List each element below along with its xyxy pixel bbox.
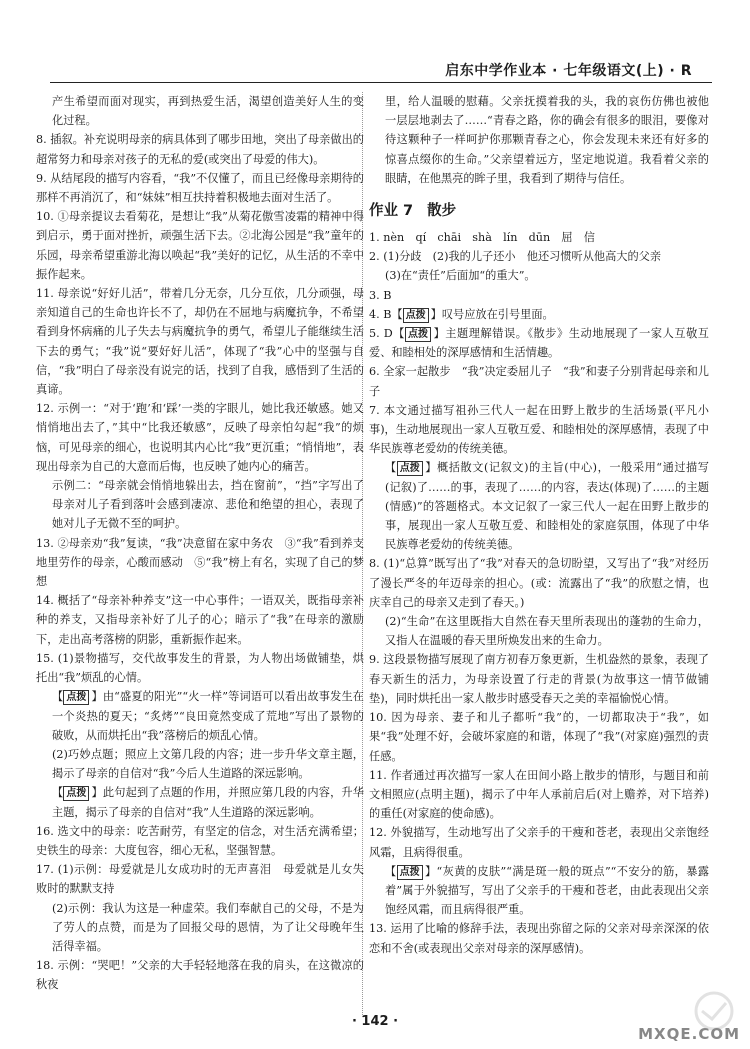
answer-paragraph: 【 点拨 】此句起到了点题的作用，并照应第几段的内容，升华主题，揭示了母亲的自信对“我”人生道路的深远影响。 xyxy=(52,786,364,819)
hint-tag: 点拨 xyxy=(403,308,429,323)
section-heading xyxy=(369,200,709,222)
answer-paragraph: 14. 概括了“母亲补种养支”这一中心事件；一语双关，既指母亲补种的养支，又指母亲补好了儿子的心；暗示了“我”在母亲的激励下，走出高考落榜的阴影，重新振作起来。 xyxy=(36,594,364,646)
answer-paragraph: 9. 这段景物描写展现了南方初春万象更新，生机盎然的景象，表现了春天新生的活力，为母亲设置了行走的背景(为故事这一情节做铺垫)，同时烘托出一家人散步时感受春天之美的幸福愉悦心情。 xyxy=(369,653,709,705)
answer-paragraph: 2. (1)分歧 (2)我的儿子还小 他还习惯听从他高大的父亲 xyxy=(369,250,662,264)
answer-paragraph: (2)巧妙点题；照应上文第几段的内容；进一步升华文章主题，揭示了母亲的自信对“我”今后人生道路的深远影响。 xyxy=(52,747,364,781)
answer-paragraph: 4. B【 点拨 】叹号应放在引号里面。 xyxy=(369,307,554,321)
answer-paragraph: 示例二：“母亲就会悄悄地躲出去，挡在窗前”，“挡”字写出了母亲对儿子看到落叶会感到凄凉、悲伧和绝望的担心，表现了她对儿子无微不至的呵护。 xyxy=(52,479,364,531)
hint-tag: 点拨 xyxy=(405,327,431,342)
hint-tag: 点拨 xyxy=(63,786,89,801)
answer-paragraph: 13. ②母亲劝“我”复读，“我”决意留在家中务农 ③“我”看到养支地里劳作的母亲，心酸而感动 ⑤“我”榜上有名，实现了自己的梦想 xyxy=(36,536,364,589)
answer-paragraph: 3. B xyxy=(369,288,392,302)
header-title: 启东中学作业本 · 七年级语文(上) · R xyxy=(445,63,692,79)
answer-paragraph: 12. 示例一：“对于‘跑’和‘踩’一类的字眼儿，她比我还敏感。她又悄悄地出去了，”其中“比我还敏感”，反映了母亲怕勾起“我”的烦恼，可见母亲的细心，也说明其内心比“我”更沉重；“悄悄地”，表现出母亲为自己的大意而后悔，也反映了她内心的痛苦。 xyxy=(36,402,364,473)
running-header xyxy=(50,60,712,83)
answer-paragraph: 产生希望而面对现实，再到热爱生活，渴望创造美好人生的变化过程。 xyxy=(52,95,364,128)
watermark-text: MXQE.COM xyxy=(638,1025,740,1043)
answer-paragraph: 9. 从结尾段的描写内容看，“我”不仅懂了，而且已经像母亲期待的那样不再消沉了，和“妹妹”相互扶持着积极地去面对生活了。 xyxy=(36,171,364,205)
page-number: · 142 · xyxy=(351,1014,399,1029)
answer-paragraph: 7. 本文通过描写祖孙三代人一起在田野上散步的生活场景(平凡小事)，生动地展现出一家人互敬互爱、和睦相处的深厚感情，表现了中华民族尊老爱幼的传统美德。 xyxy=(369,403,709,456)
answer-paragraph: 1. nèn qí chāi shà lín dūn 屈 信 xyxy=(369,231,595,245)
answer-paragraph: (2)“生命”在这里既指大自然在春天里所表现出的蓬勃的生命力，又指人在温暖的春天里所焕发出来的生命力。 xyxy=(385,615,709,648)
hint-tag: 点拨 xyxy=(63,690,89,705)
answer-paragraph: 11. 母亲说“好好儿活”，带着几分无奈，几分互依，几分顽强，母亲知道自己的生命也许长不了，却仍在不屈地与病魔抗争，不希望看到身怀病痛的儿子失去与病魔抗争的勇气，希望儿子能继续生活下去的勇气；“我”说“要好好儿活”，体现了“我”心中的坚强与自信，“我”明白了母亲没有说完的话，找到了自我，感悟到了生活的真谛。 xyxy=(36,287,364,397)
hint-tag: 点拨 xyxy=(397,461,423,476)
section-label: 作业 7 xyxy=(369,203,414,220)
hint-tag: 点拨 xyxy=(397,865,423,880)
section-title: 散步 xyxy=(427,203,457,220)
answer-paragraph: 10. ①母亲提议去看菊花，是想让“我”从菊花傲雪凌霜的精神中得到启示，勇于面对挫折，顽强生活下去。②北海公园是“我”童年的乐园，母亲希望重游北海以唤起“我”美好的记忆，从生活的不幸中振作起来。 xyxy=(36,210,364,281)
answer-paragraph: 17. (1)示例：母爱就是儿女成功时的无声喜泪 母爱就是儿女失败时的默默支持 xyxy=(36,863,364,896)
answer-paragraph: 10. 因为母亲、妻子和儿子都听“我”的，一切都取决于“我”，如果“我”处理不好，会破坏家庭的和谐，体现了“我”(对家庭)强烈的责任感。 xyxy=(369,711,709,763)
answer-paragraph: 18. 示例：“哭吧！”父亲的大手轻轻地落在我的肩头，在这微凉的秋夜 xyxy=(36,959,364,992)
answer-paragraph: 【 点拨 】概括散文(记叙文)的主旨(中心)，一般采用“通过描写(记叙)了……的事，表现了……的内容，表达(体现)了……的主题(情感)”的答题格式。本文记叙了一家三代人一起在田野上散步的事，展现出一家人互敬互爱、和睦相处的家庭氛围，体现了中华民族尊老爱幼的传统美德。 xyxy=(385,461,709,552)
answer-paragraph: (3)在“责任”后面加“的重大”。 xyxy=(385,269,536,283)
answer-paragraph: 8. 插叙。补充说明母亲的病具体到了哪步田地，突出了母亲做出的超常努力和母亲对孩子的无私的爱(或突出了母爱的伟大)。 xyxy=(36,133,364,166)
answer-paragraph: 【 点拨 】“灰黄的皮肤”“满是斑一般的斑点”“不安分的筋，暴露着”属于外貌描写，写出了父亲手的干瘦和苍老，由此表现出父亲饱经风霜，而且病得很严重。 xyxy=(385,864,709,917)
answer-paragraph: 【 点拨 】由“盛夏的阳光”“火一样”等词语可以看出故事发生在一个炎热的夏天；“炙烤”“良田竟然变成了荒地”写出了景物的破败，从而烘托出“我”落榜后的烦乱心情。 xyxy=(52,690,364,742)
answer-paragraph: 13. 运用了比喻的修辞手法，表现出弥留之际的父亲对母亲深深的依恋和不舍(或表现出父亲对母亲的深厚感情)。 xyxy=(369,922,709,955)
answer-paragraph: 11. 作者通过再次描写一家人在田间小路上散步的情形，与题目和前文相照应(点明主题)，揭示了中年人承前启后(对上赡养，对下培养)的重任(对家庭的使命感)。 xyxy=(369,768,709,821)
answer-paragraph: 15. (1)景物描写，交代故事发生的背景，为人物出场做铺垫，烘托出“我”烦乱的心情。 xyxy=(36,651,364,685)
right-column xyxy=(369,92,709,958)
answer-paragraph: 12. 外貌描写，生动地写出了父亲手的干瘦和苍老，表现出父亲饱经风霜，且病得很重。 xyxy=(369,826,709,859)
answer-paragraph: (2)示例：我认为这是一种虚荣。我们奉献自己的父母，不是为了劳人的点赞，而是为了回报父母的恩情，为了让父母晚年生活得幸福。 xyxy=(52,901,364,953)
answer-paragraph: 8. (1)“总算”既写出了“我”对春天的急切盼望，又写出了“我”对经历了漫长严冬的年迈母亲的担心。(或：流露出了“我”的欣慰之情，也庆幸自己的母亲又走到了春天。) xyxy=(369,557,709,609)
answer-paragraph: 16. 选文中的母亲：吃苦耐劳，有坚定的信念，对生活充满希望；史铁生的母亲：大度包容，细心无私，坚强智慧。 xyxy=(36,824,364,857)
answer-paragraph: 5. D【 点拨 】主题理解错误。《散步》生动地展现了一家人互敬互爱、和睦相处的深厚感情和生活情趣。 xyxy=(369,327,709,360)
answer-paragraph: 6. 全家一起散步 “我”决定委屈儿子 “我”和妻子分别背起母亲和儿子 xyxy=(369,365,709,398)
answer-paragraph: 里，给人温暖的慰藉。父亲抚摸着我的头，我的哀伤仿佛也被他一层层地剥去了……“青春之路，你的确会有很多的眼泪，要像对待这颗种子一样呵护你那颗青春之心，你会发现未来还有好多的惊喜点缀你的生命。”父亲望着远方，坚定地说道。我看着父亲的眼睛，在他黑亮的眸子里，我看到了期待与信任。 xyxy=(385,95,709,185)
left-column xyxy=(36,92,364,995)
